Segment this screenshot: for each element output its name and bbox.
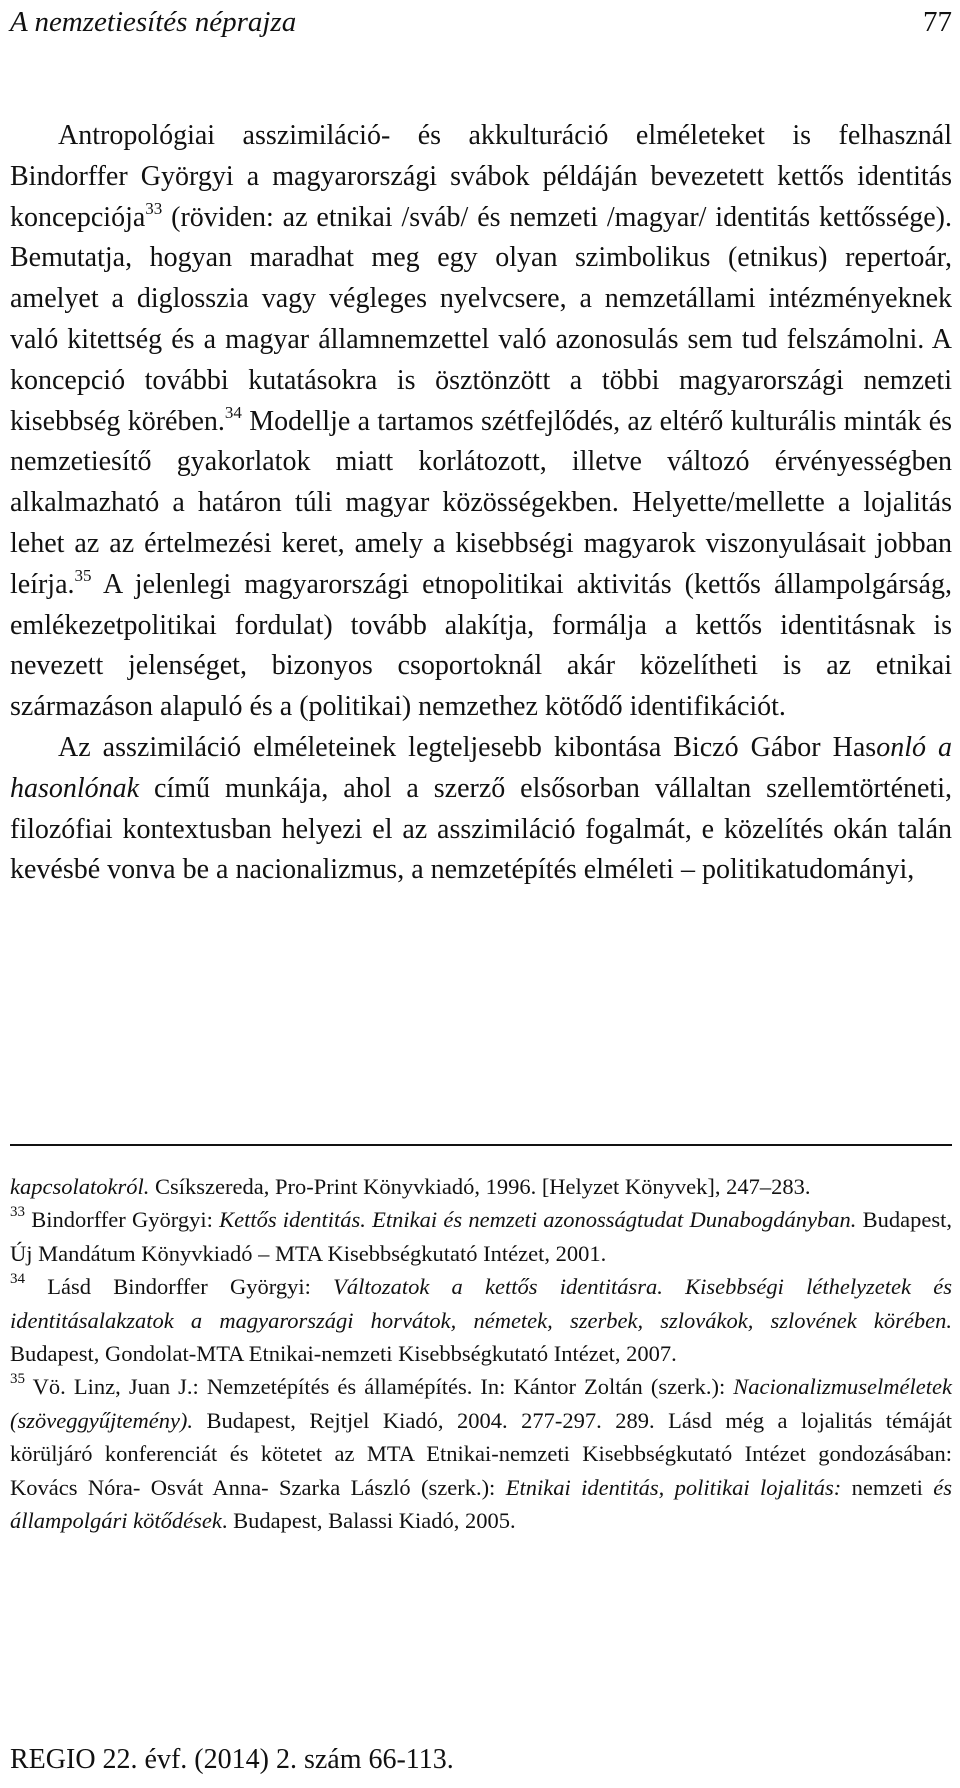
footnote-italic: Kettős identitás. Etnikai és nemzeti azonosságtudat Dunabogdányban. [219,1207,857,1233]
journal-footer: REGIO 22. évf. (2014) 2. szám 66-113. [10,1744,454,1775]
footnote-text: Csíkszereda, Pro-Print Könyvkiadó, 1996. [Helyzet Könyvek], 247–283. [149,1174,811,1199]
footnote-continuation [10,1170,952,1203]
footnote-text: Budapest, Gondolat-MTA Etnikai-nemzeti Kisebbségkutató Intézet, 2007. [10,1341,677,1367]
footnote-text: nemzeti [841,1474,934,1500]
footnote-separator [10,1144,952,1146]
text-run: Antropológiai asszimiláció- és akkulturáció elméleteket is felhasznál Bindorffer Györgyi a magyarországi svábok példáján bevezetett kettős identitás koncepciója [10,120,952,233]
footnote-text: . Budapest, Balassi Kiadó, 2005. [221,1508,516,1534]
footnote-35 [10,1370,952,1537]
text-run: című munkája, ahol a szerző elsősorban vállaltan szellemtörténeti, filozófiai kontextusban helyezi el az asszimiláció fogalmát, e közelítés okán talán kevésbé vonva be a nacionalizmus, a nemzetépítés elméleti – politikatudományi, [10,772,952,886]
footnote-text: Budapest, Új Mandátum Könyvkiadó – MTA Kisebbségkutató Intézet, 2001. [10,1207,952,1266]
main-text [10,116,952,891]
footnote-number: 35 [10,1371,25,1388]
page-number: 77 [923,6,952,38]
footnote-italic: Nacionalizmuselméletek (szöveggyűjtemény). [10,1374,952,1433]
footnote-italic: Etnikai identitás, politikai lojalitás: [505,1474,842,1500]
footnote-text: Budapest, Rejtjel Kiadó, 2004. 277-297. 289. Lásd még a lojalitás témáját körüljáró konferenciát és kötetet az MTA Etnikai-nemzeti Kisebbségkutató Intézet gondozásában: Kovács Nóra- Osvát Anna- Szarka László (szerk.): [10,1407,952,1500]
footnote-ref-34: 34 [224,402,242,422]
footnote-text: Vö. Linz, Juan J.: Nemzetépítés és államépítés. In: Kántor Zoltán (szerk.): [25,1374,734,1400]
running-header [10,2,952,42]
footnote-italic: kapcsolatokról. [10,1174,150,1199]
footnote-text: Lásd Bindorffer Györgyi: [25,1274,334,1300]
text-run: (röviden: az etnikai /sváb/ és nemzeti /magyar/ identitás kettőssége). Bemutatja, hogyan maradhat meg egy olyan szimbolikus (etnikus) repertoár, amelyet a diglosszia vagy végleges nyelvcsere, a nemzetállami intézményeknek való kitettség és a magyar államnemzettel való azonosulás sem tud felszámolni. A koncepció további kutatásokra is ösztönzött a többi magyarországi nemzeti kisebbség körében. [10,201,952,437]
footnote-ref-35: 35 [74,565,92,585]
footnote-number: 33 [10,1204,25,1221]
footnote-italic: és állampolgári kötődések [10,1474,953,1534]
text-run: A jelenlegi magyarországi etnopolitikai aktivitás (kettős állampolgárság, emlékezetpolitikai fordulat) tovább alakítja, formálja a kettős identitásnak is nevezett jelenséget, bizonyos csoportoknál akár közelítheti is az etnikai származáson alapuló és a (politikai) nemzethez kötődő identifikációt. [10,568,952,723]
footnote-33 [10,1203,952,1270]
footnotes [10,1170,952,1537]
footnote-italic: Változatok a kettős identitásra. Kisebbségi léthelyzetek és identitásalakzatok a magyarországi horvátok, németek, szerbek, szlovákok, szlovének körében. [10,1274,952,1333]
text-run: Modellje a tartamos szétfejlődés, az eltérő kulturális minták és nemzetiesítő gyakorlatok miatt korlátozott, illetve változó érvényességben alkalmazható a határon túli magyar közösségekben. Helyette/mellette a lojalitás lehet az az értelmezési keret, amely a kisebbségi magyarok viszonyulásait jobban leírja. [10,405,953,600]
paragraph [10,116,952,728]
footnote-ref-33: 33 [145,198,163,218]
running-title: A nemzetiesítés néprajza [10,6,297,38]
text-run: Az asszimiláció elméleteinek legteljesebb kibontása Biczó Gábor Has [58,731,877,763]
book-title: onló a hasonlónak [10,731,952,804]
footnote-text: Bindorffer Györgyi: [25,1207,220,1233]
footnote-34 [10,1270,952,1370]
paragraph [10,728,952,891]
footnote-number: 34 [10,1271,25,1288]
